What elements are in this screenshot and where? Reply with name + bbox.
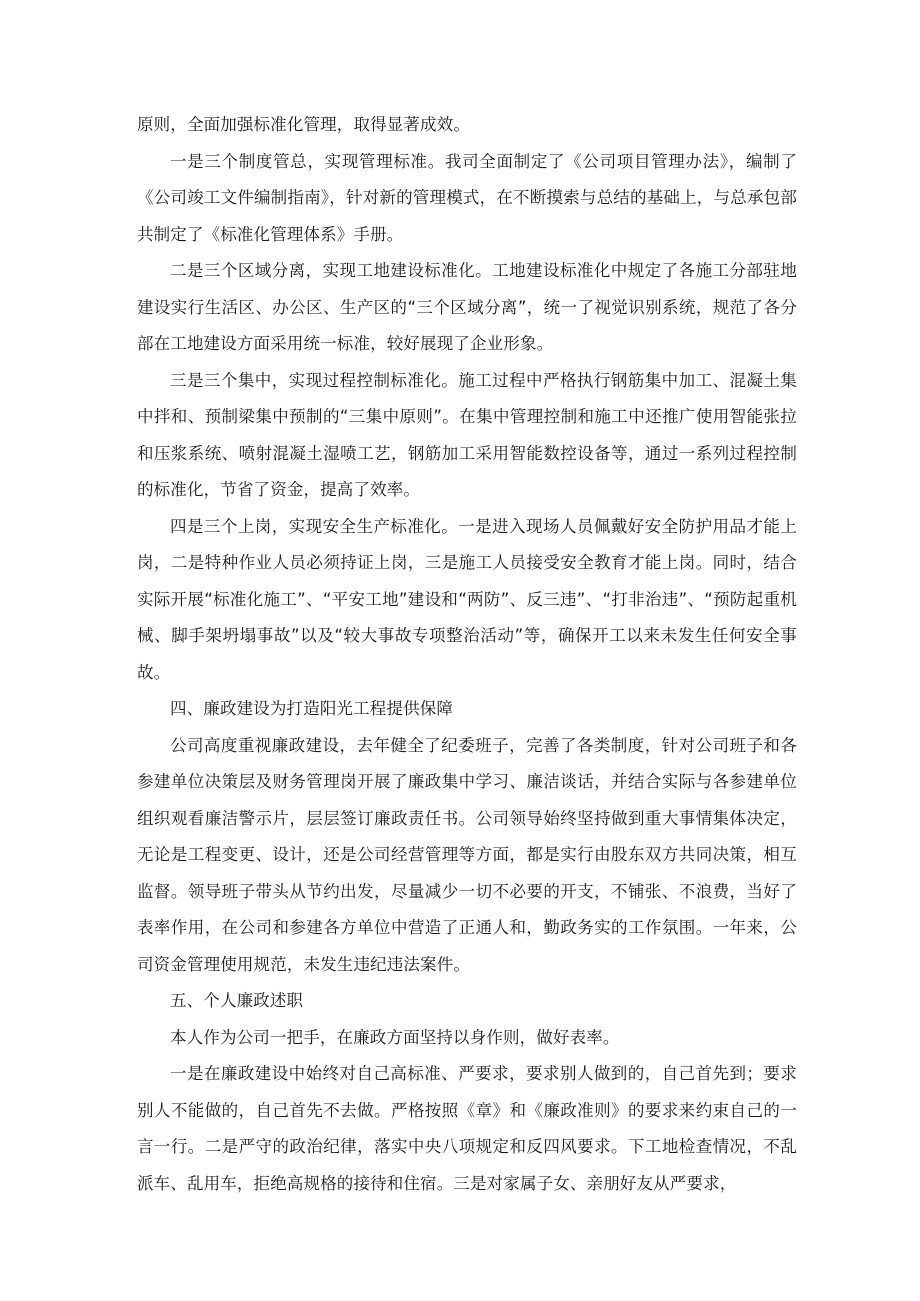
- paragraph-personal-details: 一是在廉政建设中始终对自己高标准、严要求，要求别人做到的，自己首先到；要求别人不能做的，自己首先不去做。严格按照《章》和《廉政准则》的要求来约束自己的一言一行。二是严守的政治纪律，落实中央八项规定和反四风要求。下工地检查情况，不乱派车、乱用车，拒绝高规格的接待和住宿。三是对家属子女、亲朋好友从严要求，: [137, 1064, 797, 1193]
- document-body: [137, 107, 797, 1202]
- paragraph-institutional-standards: 一是三个制度管总，实现管理标准。我司全面制定了《公司项目管理办法》，编制了《公司竣工文件编制指南》，针对新的管理模式，在不断摸索与总结的基础上，与总承包部共制定了《标准化管理体系》手册。: [137, 151, 797, 244]
- paragraph-continuation: 原则，全面加强标准化管理，取得显著成效。: [137, 115, 470, 134]
- paragraph-safety-production: 四是三个上岗，实现安全生产标准化。一是进入现场人员佩戴好安全防护用品才能上岗，二是特种作业人员必须持证上岗，三是施工人员接受安全教育才能上岗。同时，结合实际开展“标准化施工”、“平安工地”建设和“两防”、反三违”、“打非治违”、“预防起重机械、脚手架坍塌事故”以及“较大事故专项整治活动”等，确保开工以来未发生任何安全事故。: [137, 516, 797, 682]
- paragraph-area-separation: 二是三个区域分离，实现工地建设标准化。工地建设标准化中规定了各施工分部驻地建设实行生活区、办公区、生产区的“三个区域分离”，统一了视觉识别系统，规范了各分部在工地建设方面采用统一标准，较好展现了企业形象。: [137, 261, 797, 353]
- paragraph-personal-intro: 本人作为公司一把手，在廉政方面坚持以身作则，做好表率。: [170, 1027, 620, 1047]
- paragraph-process-control: 三是三个集中，实现过程控制标准化。施工过程中严格执行钢筋集中加工、混凝土集中拌和、预制梁集中预制的“三集中原则”。在集中管理控制和施工中还推广使用智能张拉和压浆系统、喷射混凝土湿喷工艺，钢筋加工采用智能数控设备等，通过一系列过程控制的标准化，节省了资金，提高了效率。: [137, 370, 797, 499]
- paragraph-integrity-construction: 公司高度重视廉政建设，去年健全了纪委班子，完善了各类制度，针对公司班子和各参建单位决策层及财务管理岗开展了廉政集中学习、廉洁谈话，并结合实际与各参建单位组织观看廉洁警示片，层层签订廉政责任书。公司领导始终坚持做到重大事情集体决定，无论是工程变更、设计，还是公司经营管理等方面，都是实行由股东双方共同决策，相互监督。领导班子带头从节约出发，尽量减少一切不必要的开支，不铺张、不浪费，当好了表率作用，在公司和参建各方单位中营造了正通人和，勤政务实的工作氛围。一年来，公司资金管理使用规范，未发生违纪违法案件。: [137, 735, 797, 974]
- section-heading-personal-report: 五、个人廉政述职: [170, 991, 304, 1010]
- section-heading-integrity: 四、廉政建设为打造阳光工程提供保障: [170, 699, 454, 718]
